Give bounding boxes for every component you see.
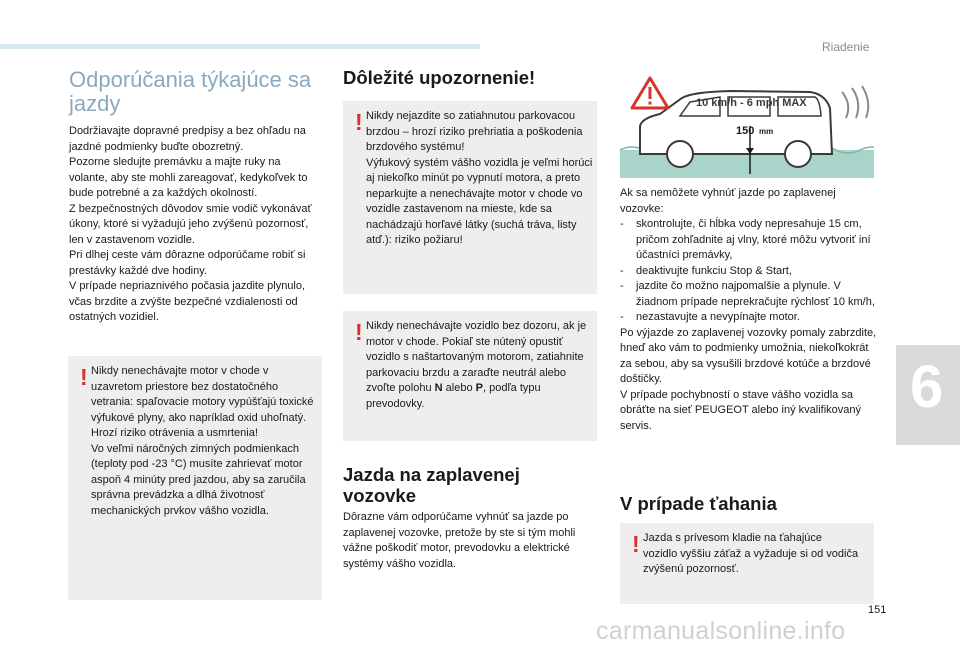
flooded-road-illustration (620, 74, 874, 178)
rear-wheel (785, 141, 811, 167)
driving-recommendations-title: Odporúčania týkajúce sa jazdy (69, 67, 312, 116)
paragraph: Pozorne sledujte premávku a majte ruky na volante, aby ste mohli zareagovať, kedykoľvek to bude potrebné a za každých okolností. (69, 156, 308, 199)
paragraph: Vo veľmi náročných zimných podmienkach (teploty pod -23 °C) musíte zahrievať motor aspoň 4 minúty pred jazdou, aby sa zaručila správna prevádzka a dlhá životnosť mechanických prvkov vášho vozidla. (91, 442, 306, 517)
warning-mark-icon: ! (80, 364, 88, 390)
paragraph: V prípade pochybností o stave vášho vozidla sa obráťte na sieť PEUGEOT alebo iný kvalifikovaný servis. (620, 388, 861, 432)
warning-triangle-icon (632, 78, 668, 108)
list-item: - skontrolujte, či hĺbka vody nepresahuje 15 cm, pričom zohľadnite aj vlny, ktoré môžu vytvoriť iní účastníci premávky, (620, 217, 878, 264)
list-item: - jazdite čo možno najpomalšie a plynule. V žiadnom prípade neprekračujte rýchlosť 10 km/h, (620, 279, 878, 310)
flooded-road-title: Jazda na zaplavenej vozovke (343, 464, 520, 506)
warning-box-unattended (343, 311, 597, 441)
warning-box-towing (620, 523, 874, 604)
warning-text: Jazda s prívesom kladie na ťahajúce vozidlo vyššiu záťaž a vyžaduje si od vodiča zvýšenú pozornosť. (643, 532, 859, 575)
warning-text (91, 364, 320, 519)
section-title: Riadenie (822, 40, 870, 54)
intro-text: Ak sa nemôžete vyhnúť jazde po zaplavenej vozovke: (620, 187, 836, 215)
chapter-number: 6 (910, 353, 944, 420)
important-notice-title: Dôležité upozornenie! (343, 67, 536, 88)
warning-mark-icon: ! (355, 109, 363, 135)
warning-box-engine (68, 356, 322, 600)
warning-box-parking-brake (343, 101, 597, 294)
page-number: 151 (868, 604, 887, 616)
list-item: - nezastavujte a nevypínajte motor. (620, 310, 878, 326)
paragraph: Po výjazde zo zaplavenej vozovky pomaly zabrzdite, hneď ako vám to podmienky umožnia, niekoľkokrát za sebou, aby sa vysušili brzdové kotúče a brzdové doštičky. (620, 326, 877, 385)
driving-recommendations-text (69, 124, 321, 326)
paragraph: Dodržiavajte dopravné predpisy a bez ohľadu na jazdné podmienky buďte obozretný. (69, 125, 306, 153)
list-item: - deaktivujte funkciu Stop & Start, (620, 264, 878, 280)
depth-unit: mm (759, 127, 774, 136)
flooded-car-svg (620, 74, 874, 178)
paragraph: V prípade nepriaznivého počasia jazdite plynulo, včas brzdite a zvýšte bezpečné vzdialenosti od ostatných vozidiel. (69, 280, 306, 323)
flooded-road-instructions (620, 186, 878, 434)
paragraph: Nikdy nenechávajte motor v chode v uzavretom priestore bez dostatočného vetrania: spaľovacie motory vypúšťajú toxické výfukové plyny, ako napríklad oxid uhoľnatý. Hrozí riziko otrávenia a usmrtenia! (91, 365, 314, 439)
paragraph: Nikdy nejazdite so zatiahnutou parkovacou brzdou – hrozí riziko prehriatia a poškodenia brzdového systému! (366, 110, 583, 153)
chapter-tab (896, 345, 960, 445)
warning-text (366, 109, 595, 249)
flooded-road-text: Dôrazne vám odporúčame vyhnúť sa jazde po zaplavenej vozovke, pretože by ste si tým mohli vážne poškodiť motor, prevodovku a elektrické systémy vášho vozidla. (343, 511, 576, 570)
header-accent-bar (0, 44, 480, 49)
watermark: carmanualsonline.info (596, 617, 846, 645)
speed-limit-label: 10 km/h - 6 mph MAX (696, 97, 807, 109)
warning-text: Nikdy nenechávajte vozidlo bez dozoru, ak je motor v chode. Pokiaľ ste nútený opustiť vozidlo s naštartovaným motorom, zatiahnite parkovaciu brzdu a zaraďte neutrál alebo zvoľte polohu N alebo P, podľa typu prevodovky. (366, 320, 587, 410)
instruction-list (620, 217, 878, 326)
speed-lines (842, 86, 868, 118)
front-wheel (667, 141, 693, 167)
towing-title: V prípade ťahania (620, 493, 777, 514)
warning-mark-icon: ! (632, 531, 640, 557)
paragraph: Výfukový systém vášho vozidla je veľmi horúci aj niekoľko minút po vypnutí motora, a preto neparkujte a nenechávajte motor v chode vo vozidle zastavenom na mieste, kde sa nachádzajú horľavé látky (suchá tráva, listy atď.): riziko požiaru! (366, 156, 593, 246)
paragraph: Pri dlhej ceste vám dôrazne odporúčame robiť si prestávky každé dve hodiny. (69, 249, 306, 277)
paragraph: Z bezpečnostných dôvodov smie vodič vykonávať úkony, ktoré si vyžadujú jeho zvýšenú pozornosť, len v zastavenom vozidle. (69, 202, 312, 246)
warning-mark-icon: ! (355, 319, 363, 345)
depth-value: 150 (736, 125, 755, 137)
